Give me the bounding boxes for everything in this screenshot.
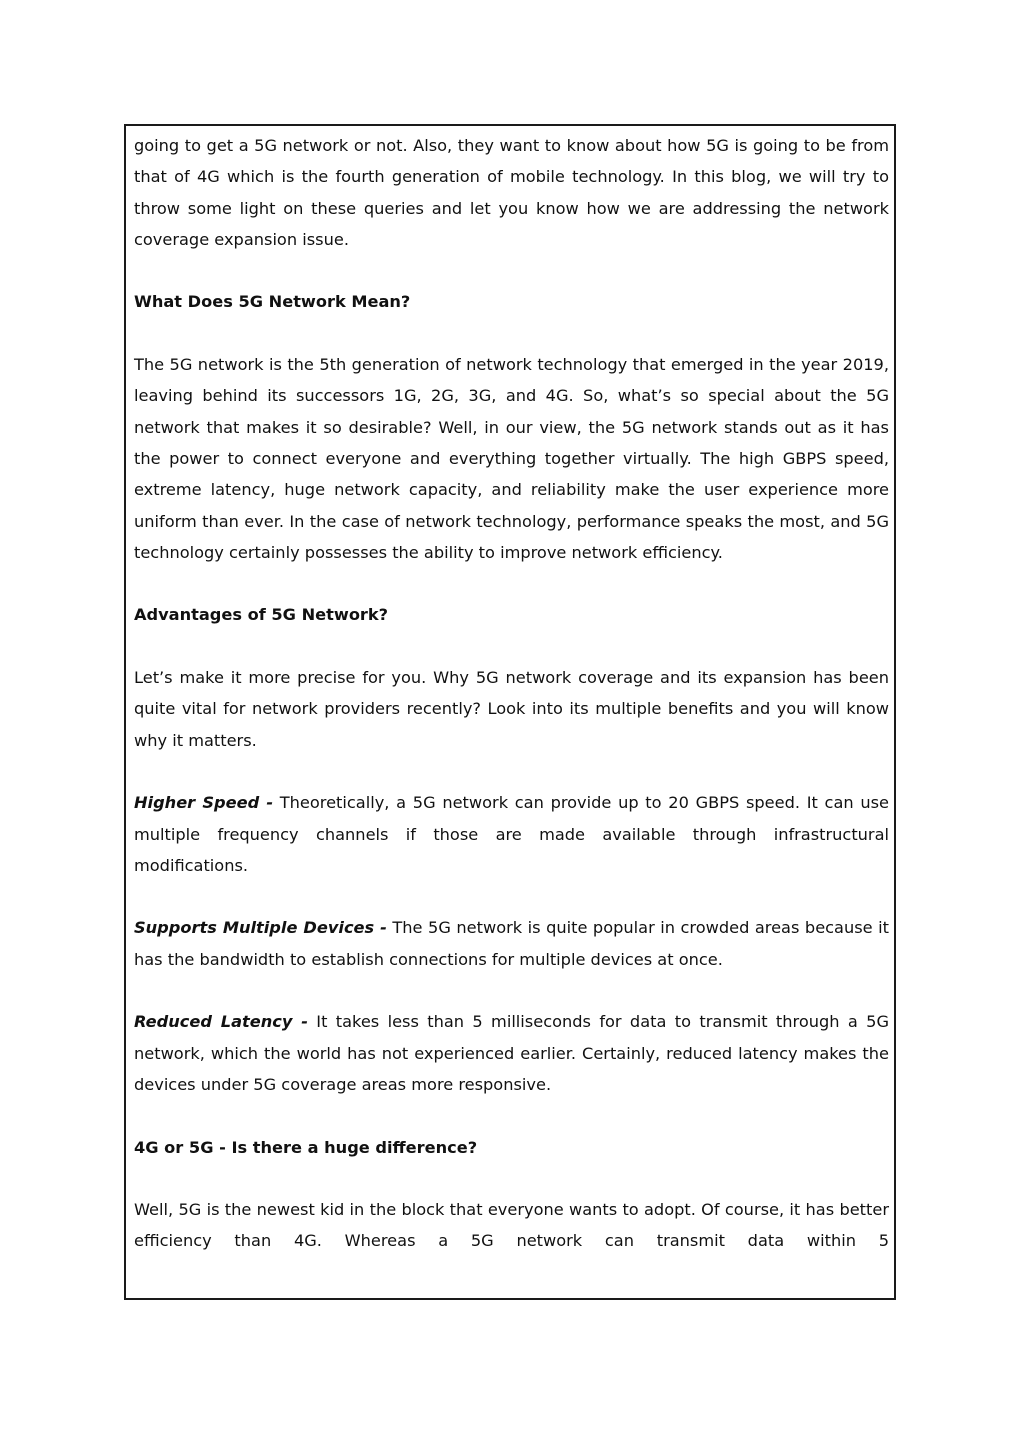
multiple-devices-text: The 5G network is quite popular in crowded areas because it has the bandwidth to establish connections for multiple devices at once. (134, 918, 889, 969)
reduced-latency-text: It takes less than 5 milliseconds for data to transmit through a 5G network, which the world has not experienced earlier. Certainly, reduced latency makes the devices under 5G coverage areas more responsive. (134, 1012, 889, 1094)
page-frame (124, 124, 896, 1300)
article-body (134, 130, 889, 1288)
heading-what-is-5g: What Does 5G Network Mean? (134, 292, 411, 312)
reduced-latency-lead: Reduced Latency - (134, 1012, 308, 1032)
difference-paragraph: Well, 5G is the newest kid in the block that everyone wants to adopt. Of course, it has better efficiency than 4G. Whereas a 5G network can transmit data within 5 (134, 1200, 889, 1251)
intro-paragraph: going to get a 5G network or not. Also, they want to know about how 5G is going to be from that of 4G which is the fourth generation of mobile technology. In this blog, we will try to throw some light on these queries and let you know how we are addressing the network coverage expansion issue. (134, 136, 889, 249)
higher-speed-lead: Higher Speed - (134, 793, 274, 813)
multiple-devices-lead: Supports Multiple Devices - (134, 918, 387, 938)
advantages-paragraph: Let’s make it more precise for you. Why 5G network coverage and its expansion has been quite vital for network providers recently? Look into its multiple benefits and you will know why it matters. (134, 668, 889, 750)
higher-speed-paragraph (134, 787, 889, 881)
heading-4g-vs-5g: 4G or 5G - Is there a huge difference? (134, 1137, 478, 1157)
reduced-latency-paragraph (134, 1006, 889, 1100)
heading-advantages: Advantages of 5G Network? (134, 605, 389, 625)
what-is-5g-paragraph: The 5G network is the 5th generation of network technology that emerged in the year 2019, leaving behind its successors 1G, 2G, 3G, and 4G. So, what’s so special about the 5G network that makes it so desirable? Well, in our view, the 5G network stands out as it has the power to connect everyone and everything together virtually. The high GBPS speed, extreme latency, huge network capacity, and reliability make the user experience more uniform than ever. In the case of network technology, performance speaks the most, and 5G technology certainly possesses the ability to improve network efficiency. (134, 355, 889, 562)
higher-speed-text: Theoretically, a 5G network can provide up to 20 GBPS speed. It can use multiple frequency channels if those are made available through infrastructural modifications. (134, 793, 889, 875)
multiple-devices-paragraph (134, 912, 889, 975)
